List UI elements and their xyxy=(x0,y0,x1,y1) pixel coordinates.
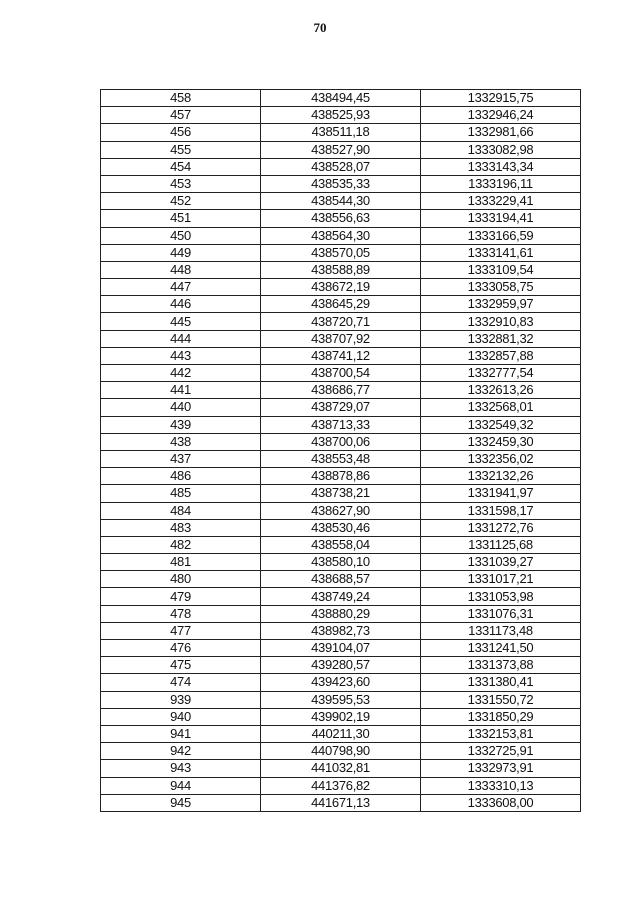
point-number-cell: 440 xyxy=(101,399,261,416)
y-coordinate-cell: 1331125,68 xyxy=(421,536,581,553)
table-row xyxy=(101,382,581,399)
point-number-cell: 486 xyxy=(101,468,261,485)
y-coordinate-cell: 1331550,72 xyxy=(421,691,581,708)
table-row xyxy=(101,674,581,691)
y-coordinate-cell: 1332915,75 xyxy=(421,90,581,107)
y-coordinate-cell: 1331272,76 xyxy=(421,519,581,536)
point-number-cell: 454 xyxy=(101,158,261,175)
table-row xyxy=(101,708,581,725)
table-row xyxy=(101,399,581,416)
x-coordinate-cell: 438713,33 xyxy=(261,416,421,433)
x-coordinate-cell: 438720,71 xyxy=(261,313,421,330)
point-number-cell: 441 xyxy=(101,382,261,399)
x-coordinate-cell: 438544,30 xyxy=(261,193,421,210)
point-number-cell: 482 xyxy=(101,536,261,553)
table-row xyxy=(101,450,581,467)
x-coordinate-cell: 441376,82 xyxy=(261,777,421,794)
point-number-cell: 437 xyxy=(101,450,261,467)
x-coordinate-cell: 438530,46 xyxy=(261,519,421,536)
x-coordinate-cell: 438749,24 xyxy=(261,588,421,605)
point-number-cell: 477 xyxy=(101,622,261,639)
table-row xyxy=(101,107,581,124)
y-coordinate-cell: 1332973,91 xyxy=(421,760,581,777)
point-number-cell: 478 xyxy=(101,605,261,622)
table-row xyxy=(101,536,581,553)
y-coordinate-cell: 1333194,41 xyxy=(421,210,581,227)
y-coordinate-cell: 1333143,34 xyxy=(421,158,581,175)
point-number-cell: 941 xyxy=(101,725,261,742)
point-number-cell: 456 xyxy=(101,124,261,141)
point-number-cell: 452 xyxy=(101,193,261,210)
x-coordinate-cell: 438588,89 xyxy=(261,261,421,278)
x-coordinate-cell: 438570,05 xyxy=(261,244,421,261)
table-row xyxy=(101,158,581,175)
x-coordinate-cell: 438511,18 xyxy=(261,124,421,141)
x-coordinate-cell: 438580,10 xyxy=(261,554,421,571)
point-number-cell: 438 xyxy=(101,433,261,450)
point-number-cell: 944 xyxy=(101,777,261,794)
x-coordinate-cell: 438688,57 xyxy=(261,571,421,588)
point-number-cell: 449 xyxy=(101,244,261,261)
y-coordinate-cell: 1332981,66 xyxy=(421,124,581,141)
x-coordinate-cell: 438700,06 xyxy=(261,433,421,450)
table-row xyxy=(101,794,581,811)
table-row xyxy=(101,760,581,777)
y-coordinate-cell: 1333082,98 xyxy=(421,141,581,158)
table-row xyxy=(101,244,581,261)
table-row xyxy=(101,296,581,313)
y-coordinate-cell: 1332568,01 xyxy=(421,399,581,416)
table-row xyxy=(101,777,581,794)
table-row xyxy=(101,261,581,278)
table-row xyxy=(101,433,581,450)
point-number-cell: 481 xyxy=(101,554,261,571)
table-row xyxy=(101,279,581,296)
y-coordinate-cell: 1332959,97 xyxy=(421,296,581,313)
point-number-cell: 475 xyxy=(101,657,261,674)
x-coordinate-cell: 438880,29 xyxy=(261,605,421,622)
table-row xyxy=(101,502,581,519)
y-coordinate-cell: 1331053,98 xyxy=(421,588,581,605)
coordinates-table xyxy=(100,89,581,812)
x-coordinate-cell: 438558,04 xyxy=(261,536,421,553)
table-row xyxy=(101,416,581,433)
table-row xyxy=(101,725,581,742)
point-number-cell: 940 xyxy=(101,708,261,725)
table-row xyxy=(101,175,581,192)
y-coordinate-cell: 1333109,54 xyxy=(421,261,581,278)
point-number-cell: 442 xyxy=(101,365,261,382)
x-coordinate-cell: 438528,07 xyxy=(261,158,421,175)
table-row xyxy=(101,313,581,330)
x-coordinate-cell: 438494,45 xyxy=(261,90,421,107)
y-coordinate-cell: 1333608,00 xyxy=(421,794,581,811)
y-coordinate-cell: 1331373,88 xyxy=(421,657,581,674)
y-coordinate-cell: 1331380,41 xyxy=(421,674,581,691)
table-row xyxy=(101,210,581,227)
x-coordinate-cell: 439104,07 xyxy=(261,640,421,657)
y-coordinate-cell: 1333229,41 xyxy=(421,193,581,210)
table-row xyxy=(101,622,581,639)
y-coordinate-cell: 1331850,29 xyxy=(421,708,581,725)
x-coordinate-cell: 439280,57 xyxy=(261,657,421,674)
point-number-cell: 457 xyxy=(101,107,261,124)
x-coordinate-cell: 438878,86 xyxy=(261,468,421,485)
x-coordinate-cell: 440211,30 xyxy=(261,725,421,742)
x-coordinate-cell: 438707,92 xyxy=(261,330,421,347)
x-coordinate-cell: 438700,54 xyxy=(261,365,421,382)
x-coordinate-cell: 439902,19 xyxy=(261,708,421,725)
y-coordinate-cell: 1332132,26 xyxy=(421,468,581,485)
y-coordinate-cell: 1332881,32 xyxy=(421,330,581,347)
x-coordinate-cell: 438564,30 xyxy=(261,227,421,244)
y-coordinate-cell: 1333310,13 xyxy=(421,777,581,794)
point-number-cell: 945 xyxy=(101,794,261,811)
table-row xyxy=(101,141,581,158)
table-row xyxy=(101,193,581,210)
y-coordinate-cell: 1332459,30 xyxy=(421,433,581,450)
y-coordinate-cell: 1332946,24 xyxy=(421,107,581,124)
x-coordinate-cell: 438535,33 xyxy=(261,175,421,192)
y-coordinate-cell: 1333058,75 xyxy=(421,279,581,296)
point-number-cell: 450 xyxy=(101,227,261,244)
point-number-cell: 483 xyxy=(101,519,261,536)
y-coordinate-cell: 1331173,48 xyxy=(421,622,581,639)
point-number-cell: 476 xyxy=(101,640,261,657)
point-number-cell: 943 xyxy=(101,760,261,777)
table-row xyxy=(101,124,581,141)
table-row xyxy=(101,365,581,382)
x-coordinate-cell: 438553,48 xyxy=(261,450,421,467)
point-number-cell: 453 xyxy=(101,175,261,192)
point-number-cell: 444 xyxy=(101,330,261,347)
point-number-cell: 443 xyxy=(101,347,261,364)
table-row xyxy=(101,605,581,622)
y-coordinate-cell: 1332777,54 xyxy=(421,365,581,382)
point-number-cell: 480 xyxy=(101,571,261,588)
table-row xyxy=(101,588,581,605)
table-row xyxy=(101,485,581,502)
table-row xyxy=(101,330,581,347)
x-coordinate-cell: 438686,77 xyxy=(261,382,421,399)
y-coordinate-cell: 1333166,59 xyxy=(421,227,581,244)
table-row xyxy=(101,347,581,364)
x-coordinate-cell: 438525,93 xyxy=(261,107,421,124)
y-coordinate-cell: 1332356,02 xyxy=(421,450,581,467)
y-coordinate-cell: 1333141,61 xyxy=(421,244,581,261)
x-coordinate-cell: 440798,90 xyxy=(261,743,421,760)
y-coordinate-cell: 1331241,50 xyxy=(421,640,581,657)
x-coordinate-cell: 438645,29 xyxy=(261,296,421,313)
point-number-cell: 458 xyxy=(101,90,261,107)
point-number-cell: 939 xyxy=(101,691,261,708)
x-coordinate-cell: 438627,90 xyxy=(261,502,421,519)
y-coordinate-cell: 1332153,81 xyxy=(421,725,581,742)
point-number-cell: 445 xyxy=(101,313,261,330)
x-coordinate-cell: 441671,13 xyxy=(261,794,421,811)
x-coordinate-cell: 438556,63 xyxy=(261,210,421,227)
table-row xyxy=(101,657,581,674)
y-coordinate-cell: 1331076,31 xyxy=(421,605,581,622)
y-coordinate-cell: 1332613,26 xyxy=(421,382,581,399)
y-coordinate-cell: 1331039,27 xyxy=(421,554,581,571)
x-coordinate-cell: 438741,12 xyxy=(261,347,421,364)
point-number-cell: 451 xyxy=(101,210,261,227)
x-coordinate-cell: 438527,90 xyxy=(261,141,421,158)
table-row xyxy=(101,691,581,708)
point-number-cell: 447 xyxy=(101,279,261,296)
x-coordinate-cell: 439423,60 xyxy=(261,674,421,691)
x-coordinate-cell: 438672,19 xyxy=(261,279,421,296)
point-number-cell: 485 xyxy=(101,485,261,502)
x-coordinate-cell: 441032,81 xyxy=(261,760,421,777)
table-row xyxy=(101,468,581,485)
table-row xyxy=(101,571,581,588)
table-row xyxy=(101,554,581,571)
x-coordinate-cell: 438982,73 xyxy=(261,622,421,639)
table-row xyxy=(101,519,581,536)
y-coordinate-cell: 1332857,88 xyxy=(421,347,581,364)
y-coordinate-cell: 1331598,17 xyxy=(421,502,581,519)
point-number-cell: 474 xyxy=(101,674,261,691)
y-coordinate-cell: 1332725,91 xyxy=(421,743,581,760)
point-number-cell: 446 xyxy=(101,296,261,313)
x-coordinate-cell: 438738,21 xyxy=(261,485,421,502)
y-coordinate-cell: 1331941,97 xyxy=(421,485,581,502)
y-coordinate-cell: 1332549,32 xyxy=(421,416,581,433)
y-coordinate-cell: 1331017,21 xyxy=(421,571,581,588)
point-number-cell: 942 xyxy=(101,743,261,760)
point-number-cell: 455 xyxy=(101,141,261,158)
y-coordinate-cell: 1332910,83 xyxy=(421,313,581,330)
table-row xyxy=(101,227,581,244)
coordinates-table-body xyxy=(101,90,581,812)
page-number: 70 xyxy=(313,20,327,35)
point-number-cell: 479 xyxy=(101,588,261,605)
x-coordinate-cell: 438729,07 xyxy=(261,399,421,416)
point-number-cell: 439 xyxy=(101,416,261,433)
y-coordinate-cell: 1333196,11 xyxy=(421,175,581,192)
table-row xyxy=(101,640,581,657)
point-number-cell: 448 xyxy=(101,261,261,278)
x-coordinate-cell: 439595,53 xyxy=(261,691,421,708)
table-row xyxy=(101,743,581,760)
point-number-cell: 484 xyxy=(101,502,261,519)
table-row xyxy=(101,90,581,107)
